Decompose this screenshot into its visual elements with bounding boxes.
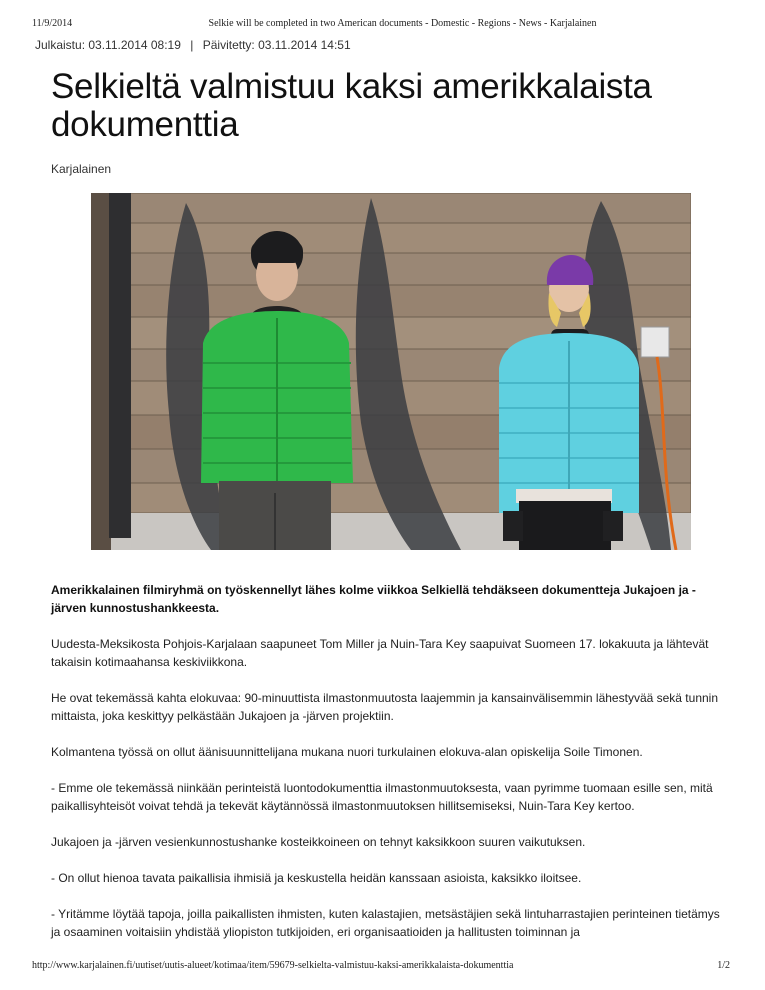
print-header — [0, 0, 765, 30]
published-date: 03.11.2014 08:19 — [88, 38, 181, 52]
article-body — [51, 581, 726, 959]
updated-date: 03.11.2014 14:51 — [258, 38, 351, 52]
article-paragraph: Uudesta-Meksikosta Pohjois-Karjalaan saapuneet Tom Miller ja Nuin-Tara Key saapuivat Suomeen 17. lokakuuta ja lähtevät takaisin kotimaahansa keskiviikkona. — [51, 637, 709, 669]
print-url: http://www.karjalainen.fi/uutiset/uutis-alueet/kotimaa/item/59679-selkielta-valmistuu-kaksi-amerikkalaista-dokumenttia — [32, 960, 514, 971]
print-date: 11/9/2014 — [32, 18, 73, 29]
article-paragraph: Jukajoen ja -järven vesienkunnostushanke kosteikkoineen on tehnyt kaksikkoon suuren vaikutuksen. — [51, 835, 586, 849]
print-page-number: 1/2 — [717, 960, 730, 971]
article-paragraph: - On ollut hienoa tavata paikallisia ihmisiä ja keskustella heidän kanssaan asioista, kaksikko iloitsee. — [51, 871, 582, 885]
article-paragraph: - Emme ole tekemässä niinkään perinteistä luontodokumenttia ilmastonmuutoksesta, vaan pyrimme tuomaan esille sen, mitä paikallisyhteisöt voivat tehdä ja tekevät käytännössä ilmastonmuutoksen hillitsemiseksi, Nuin-Tara Key kertoo. — [51, 781, 713, 813]
article-headline: Selkieltä valmistuu kaksi amerikkalaista dokumenttia — [51, 67, 652, 144]
article-paragraph: Kolmantena työssä on ollut äänisuunnittelijana mukana nuori turkulainen elokuva-alan opiskelija Soile Timonen. — [51, 745, 643, 759]
print-page-title: Selkie will be completed in two American documents - Domestic - Regions - News - Karjalainen — [208, 18, 597, 29]
article-lead: Amerikkalainen filmiryhmä on työskennellyt lähes kolme viikkoa Selkiellä tehdäkseen dokumentteja Jukajoen ja -järven kunnostushankkeesta. — [51, 583, 696, 615]
article-meta — [35, 38, 351, 52]
published-label: Julkaistu: — [35, 38, 86, 52]
article-source: Karjalainen — [51, 162, 112, 176]
updated-label: Päivitetty: — [202, 38, 255, 52]
meta-separator: | — [190, 38, 194, 52]
article-paragraph: He ovat tekemässä kahta elokuvaa: 90-minuuttista ilmastonmuutosta laajemmin ja kansainvälisemmin lähestyvää sekä tunnin mittaista, joka keskittyy pelkästään Jukajoen ja -järven projektiin. — [51, 691, 719, 723]
article-paragraph: - Yritämme löytää tapoja, joilla paikallisten ihmisten, kuten kalastajien, metsästäjien sekä lintuharrastajien perinteinen tietämys ja osaaminen voitaisiin yhdistää yliopiston tutkijoiden, eri organisaatioiden ja hallitusten toiminnan ja — [51, 907, 720, 939]
article-photo — [91, 193, 691, 550]
